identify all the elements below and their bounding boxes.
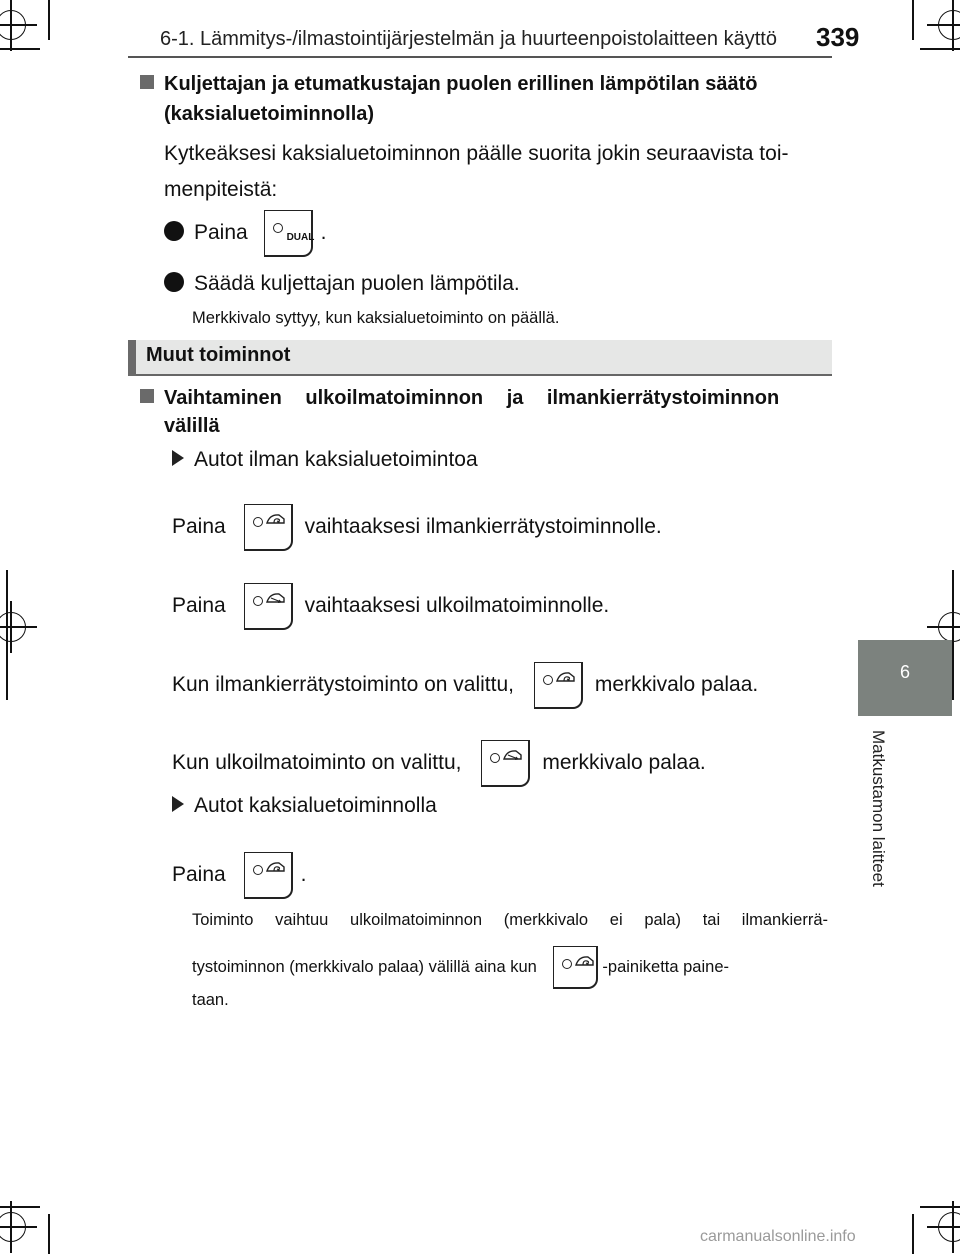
recirculation-button-icon <box>244 504 293 551</box>
dual-button-icon: DUAL <box>264 210 313 257</box>
switch-heading: Vaihtaminen ulkoilmatoiminnon ja ilmankierrätystoiminnon <box>140 382 830 414</box>
recirculation-symbol-icon <box>265 859 287 877</box>
final-note-line-2: tystoiminnon (merkkivalo palaa) välillä aina kun -painiketta paine- <box>192 946 729 989</box>
chapter-tab-number: 6 <box>899 662 910 682</box>
sub-heading-dual: Autot kaksialuetoiminnolla <box>172 788 437 824</box>
press-recirc-line: Paina vaihtaaksesi ilmankierrätystoiminnolle. <box>172 504 662 551</box>
crop-line <box>48 0 50 40</box>
recirculation-symbol-icon <box>265 511 287 529</box>
recirculation-button-icon <box>534 662 583 709</box>
fresh-air-button-icon <box>481 740 530 787</box>
press-dual-recirc-line: Paina . <box>172 852 306 899</box>
indicator-led-icon <box>273 223 283 233</box>
recirculation-symbol-icon <box>555 669 577 687</box>
recirculation-button-icon <box>553 946 598 989</box>
fresh-air-symbol-icon <box>265 590 287 608</box>
triangle-bullet-icon <box>172 796 184 812</box>
square-bullet-icon <box>140 75 154 89</box>
crop-line <box>952 570 954 700</box>
recirc-selected-line: Kun ilmankierrätystoiminto on valittu, merkkivalo palaa. <box>172 662 758 709</box>
dual-bullet-1: Paina DUAL . <box>164 210 326 257</box>
press-fresh-line: Paina vaihtaaksesi ulkoilmatoiminnolle. <box>172 583 609 630</box>
crop-line <box>920 48 960 50</box>
registration-mark-top-right <box>938 10 960 40</box>
indicator-led-icon <box>543 675 553 685</box>
crop-line <box>48 1214 50 1254</box>
indicator-led-icon <box>253 517 263 527</box>
square-bullet-icon <box>140 389 154 403</box>
fresh-air-symbol-icon <box>502 747 524 765</box>
section-bar-other-functions <box>128 340 832 376</box>
round-bullet-icon <box>164 272 184 292</box>
registration-mark-bottom-right <box>938 1212 960 1242</box>
crop-line <box>912 0 914 40</box>
crop-line <box>920 1206 960 1208</box>
indicator-led-icon <box>490 753 500 763</box>
indicator-led-icon <box>562 959 572 969</box>
recirculation-button-icon <box>244 852 293 899</box>
chapter-tab-label: Matkustamon laitteet <box>869 730 888 887</box>
dual-section-heading-2: (kaksialuetoiminnolla) <box>164 103 375 125</box>
crop-line <box>0 48 40 50</box>
registration-mark-bottom-left <box>0 1212 26 1242</box>
dual-section-heading: Kuljettajan ja etumatkustajan puolen erillinen lämpötilan säätö <box>140 68 830 100</box>
chapter-tab-label-box <box>868 730 908 910</box>
recirculation-symbol-icon <box>574 953 596 971</box>
chapter-header: 6-1. Lämmitys-/ilmastointijärjestelmän ja huurteenpoistolaitteen käyttö <box>160 28 777 50</box>
round-bullet-icon <box>164 221 184 241</box>
section-bar-accent <box>128 340 136 376</box>
registration-mark-top-left <box>0 10 26 40</box>
switch-heading-2: välillä <box>164 415 220 437</box>
fresh-selected-line: Kun ulkoilmatoiminto on valittu, merkkivalo palaa. <box>172 740 706 787</box>
dual-intro: Kytkeäksesi kaksialuetoiminnon päälle suorita jokin seuraavista toi- menpiteistä: <box>164 142 789 201</box>
sub-heading-no-dual: Autot ilman kaksialuetoimintoa <box>172 442 478 478</box>
dual-note: Merkkivalo syttyy, kun kaksialuetoiminto on päällä. <box>192 309 560 327</box>
crop-line <box>0 1206 40 1208</box>
triangle-bullet-icon <box>172 450 184 466</box>
section-bar-title: Muut toiminnot <box>146 344 291 366</box>
final-note-line-3: taan. <box>192 991 229 1009</box>
watermark: carmanualsonline.info <box>700 1228 856 1245</box>
indicator-led-icon <box>253 596 263 606</box>
dual-bullet-2: Säädä kuljettajan puolen lämpötila. <box>164 266 520 302</box>
registration-mark-mid-right <box>938 612 960 642</box>
registration-mark-mid-left <box>0 612 26 642</box>
crop-line <box>912 1214 914 1254</box>
indicator-led-icon <box>253 865 263 875</box>
header-rule <box>128 56 832 58</box>
crop-line <box>6 570 8 700</box>
final-note-line-1: Toiminto vaihtuu ulkoilmatoiminnon (merkkivalo ei pala) tai ilmankierrä- <box>192 911 828 929</box>
page-number: 339 <box>816 22 860 52</box>
chapter-tab <box>858 640 952 716</box>
fresh-air-button-icon <box>244 583 293 630</box>
